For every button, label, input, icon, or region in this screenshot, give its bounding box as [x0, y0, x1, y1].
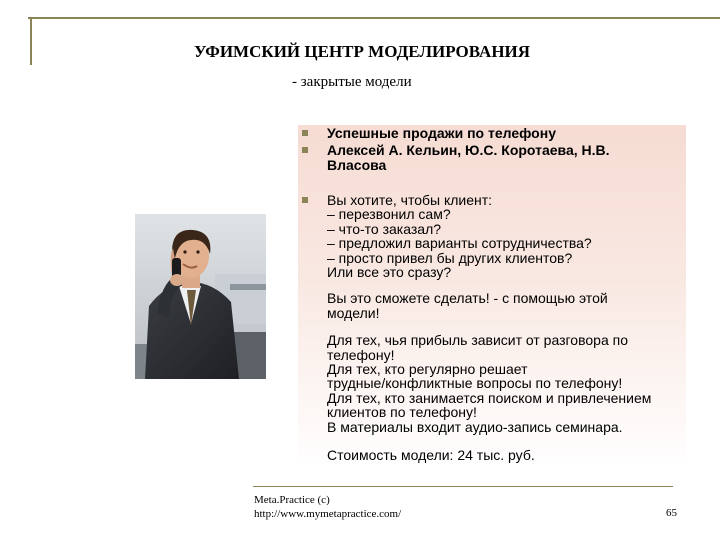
promo-paragraph	[297, 291, 697, 320]
frame-left-rule	[30, 17, 32, 65]
question-line: – что-то заказал?	[327, 220, 442, 237]
question-line: – предложил варианты сотрудничества?	[327, 235, 592, 252]
question-line: – перезвонил сам?	[327, 206, 451, 223]
square-bullet-icon	[302, 130, 308, 136]
paragraph-line: Для тех, кто регулярно решает	[327, 361, 528, 378]
paragraph-line: телефону!	[327, 346, 395, 363]
footer-copyright: Meta.Practice (c)	[254, 494, 330, 506]
list-item	[297, 193, 697, 279]
list-item	[297, 143, 697, 173]
question-line: Вы хотите, чтобы клиент:	[327, 192, 493, 208]
paragraph-line: трудные/конфликтные вопросы по телефону!	[327, 375, 623, 392]
paragraph-line: модели!	[327, 304, 380, 321]
authors-line: Власова	[327, 157, 387, 173]
footer-link[interactable]: http://www.mymetapractice.com/	[254, 508, 402, 520]
page-subtitle: - закрытые модели	[292, 74, 412, 90]
footer-rule	[253, 486, 673, 487]
course-title: Успешные продажи по телефону	[327, 125, 556, 141]
paragraph-line: Для тех, чья прибыль зависит от разговора по	[327, 332, 628, 349]
footer	[254, 493, 401, 521]
list-item	[297, 126, 697, 141]
content-body	[297, 126, 697, 476]
page-title: УФИМСКИЙ ЦЕНТР МОДЕЛИРОВАНИЯ	[194, 42, 531, 61]
price-paragraph	[297, 448, 697, 462]
paragraph-line: В материалы входит аудио-запись семинара.	[327, 418, 623, 435]
authors-line: Алексей А. Кельин, Ю.С. Коротаева, Н.В.	[327, 142, 610, 158]
paragraph-line: Вы это сможете сделать! - с помощью этой	[327, 290, 608, 307]
question-line: – просто привел бы других клиентов?	[327, 249, 573, 266]
man-on-phone-photo	[135, 214, 266, 379]
price-text: Стоимость модели: 24 тыс. руб.	[327, 447, 535, 464]
square-bullet-icon	[302, 197, 308, 203]
paragraph-line: клиентов по телефону!	[327, 404, 477, 421]
audience-paragraph	[297, 333, 697, 434]
frame-top-rule	[28, 17, 720, 19]
page-number: 65	[666, 507, 677, 519]
paragraph-line: Для тех, кто занимается поиском и привлечением	[327, 389, 652, 406]
square-bullet-icon	[302, 147, 308, 153]
question-line: Или все это сразу?	[327, 264, 452, 281]
